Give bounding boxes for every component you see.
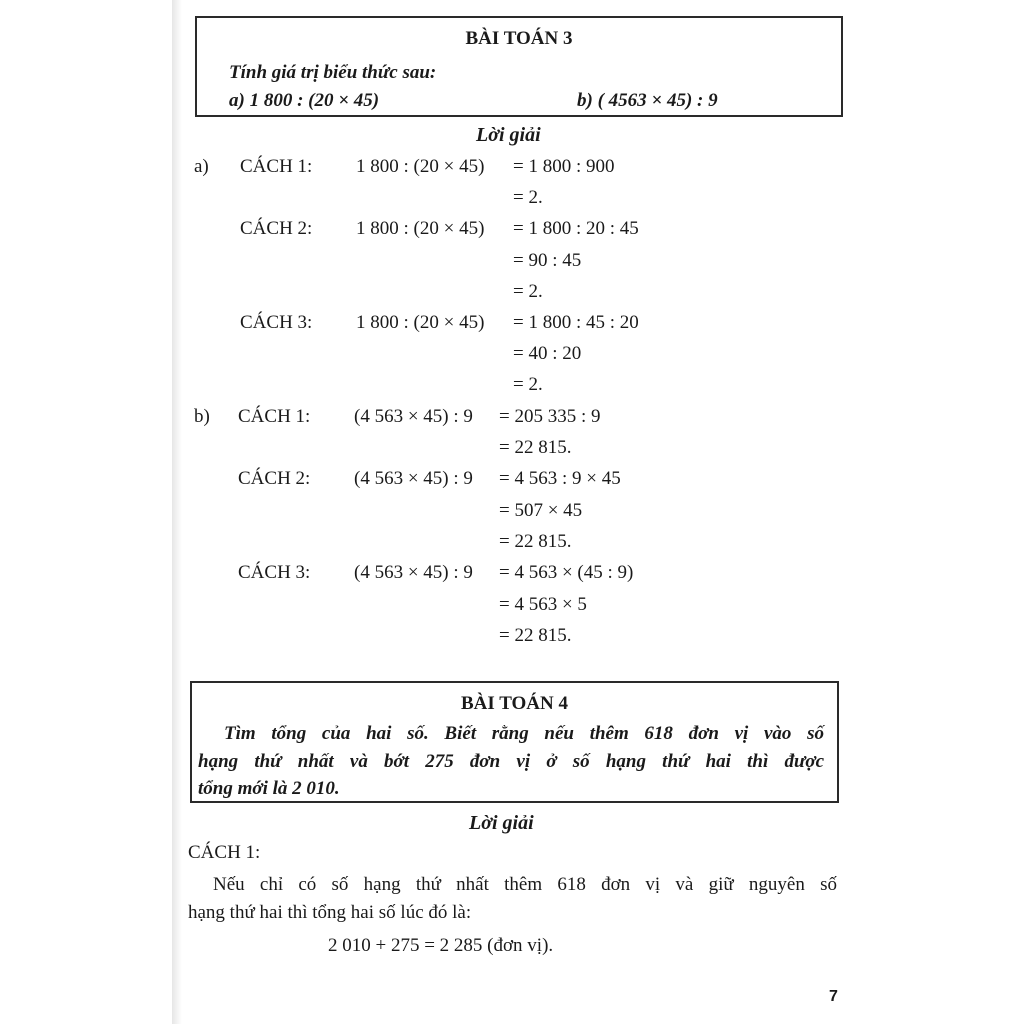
a-method-3-step-2: = 40 : 20 [513,343,582,364]
a-method-3-expr: 1 800 : (20 × 45) [356,312,485,333]
page-number: 7 [829,988,838,1005]
b-method-1-step-1: = 205 335 : 9 [499,406,601,427]
a-method-1-name: CÁCH 1: [240,156,313,177]
b-method-2-expr: (4 563 × 45) : 9 [354,468,473,489]
problem-3-box [195,16,843,117]
b-method-2-step-2: = 507 × 45 [499,500,583,521]
a-method-2-expr: 1 800 : (20 × 45) [356,218,485,239]
b-method-3-name: CÁCH 3: [238,562,311,583]
a-method-1-step-2: = 2. [513,187,543,208]
page-binding-edge [172,0,182,1024]
problem-3-title: BÀI TOÁN 3 [465,28,573,49]
solution-4-method: CÁCH 1: [188,842,261,863]
a-method-3-step-3: = 2. [513,374,543,395]
a-method-3-name: CÁCH 3: [240,312,313,333]
b-method-2-name: CÁCH 2: [238,468,311,489]
a-method-1-expr: 1 800 : (20 × 45) [356,156,485,177]
b-method-1-name: CÁCH 1: [238,406,311,427]
b-method-1-step-2: = 22 815. [499,437,572,458]
a-method-1-step-1: = 1 800 : 900 [513,156,615,177]
solution-4-line-2: hạng thứ hai thì tổng hai số lúc đó là: [188,902,472,923]
problem-3-part-a: a) 1 800 : (20 × 45) [229,90,380,111]
a-method-2-name: CÁCH 2: [240,218,313,239]
solution-4-line-1: Nếu chỉ có số hạng thứ nhất thêm 618 đơn vị và giữ nguyên số [213,874,837,895]
problem-4-box [190,681,839,803]
a-method-3-step-1: = 1 800 : 45 : 20 [513,312,639,333]
b-method-3-step-3: = 22 815. [499,625,572,646]
b-method-2-step-1: = 4 563 : 9 × 45 [499,468,621,489]
b-method-1-expr: (4 563 × 45) : 9 [354,406,473,427]
solution-4-equation: 2 010 + 275 = 2 285 (đơn vị). [328,935,554,956]
solution-3-heading: Lời giải [476,124,541,146]
problem-3-part-b: b) ( 4563 × 45) : 9 [577,90,718,111]
problem-3-prompt: Tính giá trị biểu thức sau: [229,62,437,83]
problem-4-line-1: Tìm tổng của hai số. Biết rằng nếu thêm 618 đơn vị vào số [224,723,824,744]
part-a-label: a) [194,156,209,177]
a-method-2-step-1: = 1 800 : 20 : 45 [513,218,639,239]
b-method-2-step-3: = 22 815. [499,531,572,552]
b-method-3-expr: (4 563 × 45) : 9 [354,562,473,583]
b-method-3-step-2: = 4 563 × 5 [499,594,587,615]
problem-4-title: BÀI TOÁN 4 [461,693,568,714]
part-b-label: b) [194,406,210,427]
problem-4-line-3: tổng mới là 2 010. [198,778,340,799]
a-method-2-step-3: = 2. [513,281,543,302]
solution-4-heading: Lời giải [469,812,534,834]
a-method-2-step-2: = 90 : 45 [513,250,582,271]
b-method-3-step-1: = 4 563 × (45 : 9) [499,562,634,583]
problem-4-line-2: hạng thứ nhất và bớt 275 đơn vị ở số hạng thứ hai thì được [198,751,824,772]
